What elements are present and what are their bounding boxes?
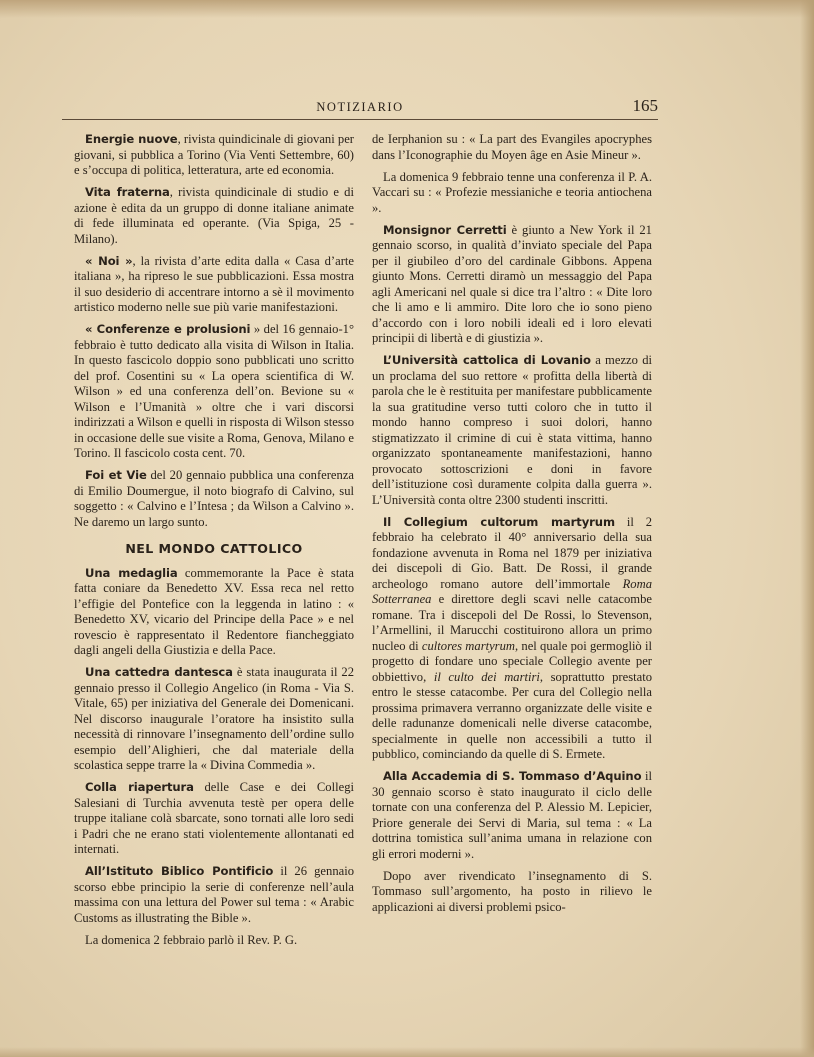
paragraph-riapertura — [74, 780, 354, 858]
running-header — [62, 98, 658, 120]
lead-istituto-biblico: All’Istituto Biblico Pontificio — [85, 864, 274, 878]
text-riapertura: delle Case e dei Collegi Salesiani di Turchia avvenuta testè per opera delle truppe italiane colà sbarcate, sono tornati alle loro sedi i Padri che ne erano stati violentemente allontanati ed internati. — [74, 780, 354, 856]
lead-vita-fraterna: Vita fraterna — [85, 185, 170, 199]
paragraph-cerretti — [372, 223, 652, 347]
paragraph-lovanio — [372, 353, 652, 508]
text-lovanio: a mezzo di un proclama del suo rettore « profitta della libertà di parola che le è restituita per manifestare pubblicamente la sua gratitudine verso tutti coloro che in tutto il mondo hanno compreso i suoi dolori, hanno stigmatizzato il crimine di cui è stata vittima, hanno organizzato spontaneamente manifestazioni, hanno provocato sottoscrizioni e doni in favore dell’istituzione così duramente colpita dalla guerra ». L’Università conta oltre 2300 studenti inscritti. — [372, 353, 652, 507]
text-accademia: il 30 gennaio scorso è stato inaugurato il ciclo delle tornate con una conferenza del P. Alessio M. Lepicier, Priore generale dei Servi di Maria, sul tema : « La dottrina tomistica sull’anima umana in relazione con gli errori moderni ». — [372, 769, 652, 861]
paragraph-vita-fraterna — [74, 185, 354, 247]
lead-noi: « Noi » — [85, 253, 133, 268]
italic-cultores-martyrum: cultores martyrum — [421, 638, 515, 653]
lead-cerretti: Monsignor Cerretti — [383, 222, 507, 237]
italic-culto-dei-martiri: il culto dei martiri — [433, 669, 540, 684]
text-cattedra-dantesca: è stata inaugurata il 22 gennaio presso il Collegio Angelico (in Roma - Via S. Vitale, 65) per iniziativa del Generale dei Domenicani. Nel discorso inaugurale l’oratore ha insistito sulla necessità di rinnovare l’insegnamento dell’ordine sullo esempio dell’Alighieri, che dal materiale della scolastica seppe trarre la « Divina Commedia ». — [74, 665, 354, 772]
text-foi-et-vie: del 20 gennaio pubblica una conferenza di Emilio Doumergue, il noto biografo di Calvino, sul soggetto : « Calvino e l’Intesa ; da Wilson a Calvino ». Ne daremo un largo sunto. — [74, 468, 354, 529]
paragraph-energie-nuove — [74, 132, 354, 179]
paragraph-domenica-2-febbraio: La domenica 2 febbraio parlò il Rev. P. G. — [85, 932, 298, 947]
text-vita-fraterna: , rivista quindicinale di studio e di azione è edita da un gruppo di donne italiane animate di fede illuminata ed operante. (Via Spiga, 25 - Milano). — [74, 185, 354, 246]
left-column — [74, 132, 354, 955]
text-collegium-2: e direttore degli scavi nelle catacombe romane. Tra i discepoli del De Rossi, lo Stevenson, l’Armellini, il Marucchi costituirono allora un primo nucleo di — [372, 592, 652, 653]
lead-riapertura: Colla riapertura — [85, 780, 194, 794]
section-title: NEL MONDO CATTOLICO — [125, 541, 303, 556]
paragraph-medaglia — [74, 566, 354, 659]
paragraph-collegium — [372, 515, 652, 763]
page-top-shadow — [0, 0, 814, 18]
paragraph-dopo-aver: Dopo aver rivendicato l’insegnamento di S. Tommaso sull’argomento, ha posto in rilievo le applicazioni ai diversi problemi psico- — [372, 868, 652, 914]
lead-foi-et-vie: Foi et Vie — [85, 468, 147, 482]
lead-conferenze: « Conferenze e prolusioni — [85, 322, 251, 336]
paragraph-conferenze — [74, 322, 354, 462]
paragraph-noi — [74, 254, 354, 316]
lead-medaglia: Una medaglia — [85, 565, 178, 580]
text-collegium-1: il 2 febbraio ha celebrato il 40° anniversario della sua fondazione avvenuta in Roma nel 1879 per iniziativa dei discepoli di Gio. Batt. De Rossi, il grande archeologo romano autore dell’immortale — [372, 514, 652, 591]
paragraph-ierphanion: de Ierphanion su : « La part des Evangiles apocryphes dans l’Iconographie du Moyen âge en Asie Mineur ». — [372, 132, 652, 162]
text-noi: , la rivista d’arte edita dalla « Casa d’arte italiana », ha ripreso le sue pubblicazioni. Essa mostra il suo desiderio di accentrare intorno a sè il movimento artistico moderno nelle sue più varie manifestazioni. — [74, 253, 354, 314]
text-cerretti: è giunto a New York il 21 gennaio scorso, in qualità d’inviato speciale del Papa per il giubileo d’oro del cardinale Gibbons. Appena giunto Mons. Cerretti diramò un messaggio del Papa agli Americani nel quale si dice tra l’altro : « Dite loro che li amo e li ammiro. Dite loro che io sono pieno d’accordo con i loro nobili ideali ed i loro elevati principii di libertà e di giustizia ». — [372, 222, 652, 345]
italic-roma-sotterranea: Roma Sotterranea — [372, 576, 652, 606]
paragraph-accademia — [372, 769, 652, 862]
text-collegium-4: , soprattutto prestato entro le stesse catacombe. Per cura del Collegio nella prossima primavera verranno organizzate delle visite e delle radunanze domenicali nelle diverse catacombe, specialmente in quelle non accessibili a tutto il pubblico, cominciando da quelle di S. Ermete. — [372, 669, 652, 761]
paragraph-istituto-biblico — [74, 864, 354, 926]
text-istituto-biblico: il 26 gennaio scorso ebbe principio la serie di conferenze nell’aula massima con una lettura del Power sul tema : « Arabic Customs as illustrating the Bible ». — [74, 864, 354, 925]
right-column — [372, 132, 652, 922]
page-number: 165 — [632, 96, 658, 115]
text-collegium-3: , nel quale poi germogliò il progetto di fondare uno speciale Collegio avente per obbiettivo, — [372, 638, 653, 684]
lead-accademia: Alla Accademia di S. Tommaso d’Aquino — [383, 769, 642, 783]
text-medaglia: commemorante la Pace è stata fatta coniare da Benedetto XV. Essa reca nel retto l’effigie del Pontefice con la leggenda in latino : « Benedetto XV, vicario del Principe della Pace » e nel rovescio è rappresentato il Redentore fiancheggiato dagli angeli della Giustizia e della Pace. — [74, 565, 354, 657]
paragraph-foi-et-vie — [74, 468, 354, 530]
running-title: NOTIZIARIO — [316, 100, 404, 114]
header-rule — [62, 119, 658, 120]
page-bottom-shadow — [0, 1047, 814, 1057]
text-energie-nuove: , rivista quindicinale di giovani per giovani, si pubblica a Torino (Via Venti Settembre, 60) e s’occupa di politica, letteratura, arte ed economia. — [74, 132, 354, 177]
lead-lovanio: L’Università cattolica di Lovanio — [383, 353, 591, 367]
lead-collegium: Il Collegium cultorum martyrum — [383, 514, 615, 529]
text-conferenze: » del 16 gennaio-1° febbraio è tutto dedicato alla visita di Wilson in Italia. In questo fascicolo doppio sono pubblicati uno scritto del prof. Cosentini su « La opera scientifica di W. Wilson » ed una conferenza dell’on. Bevione su « Wilson e l’Umanità » oltre che i vari discorsi indirizzati a Wilson e quelli in risposta di Wilson stesso in occasione delle sue visite a Roma, Genova, Milano e Torino. Il fascicolo costa cent. 70. — [74, 322, 354, 460]
paragraph-cattedra-dantesca — [74, 665, 354, 774]
page-right-shadow — [800, 0, 814, 1057]
lead-energie-nuove: Energie nuove — [85, 132, 178, 146]
paragraph-vaccari: La domenica 9 febbraio tenne una conferenza il P. A. Vaccari su : « Profezie messianiche e teoria antiochena ». — [372, 169, 652, 215]
lead-cattedra-dantesca: Una cattedra dantesca — [85, 665, 233, 679]
